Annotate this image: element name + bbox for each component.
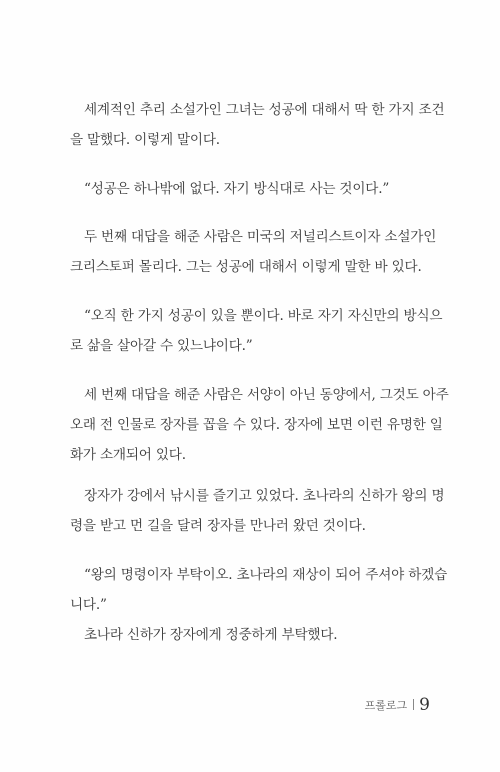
- paragraph-5: [70, 380, 449, 470]
- text-line: 초나라 신하가 장자에게 정중하게 부탁했다.: [84, 627, 338, 643]
- text-line: 오래 전 인물로 장자를 꼽을 수 있다. 장자에 보면 이런 유명한 일: [70, 417, 443, 433]
- paragraph-6: [70, 481, 446, 541]
- text-line: “왕의 명령이자 부탁이오. 초나라의 재상이 되어 주셔야 하겠습: [84, 567, 448, 583]
- text-line: 로 삶을 살아갈 수 있느냐이다.”: [70, 338, 253, 354]
- text-line: “성공은 하나밖에 없다. 자기 방식대로 사는 것이다.”: [84, 181, 390, 197]
- section-title: 프롤로그: [364, 699, 408, 712]
- text-line: 니다.”: [70, 597, 107, 613]
- text-line: 화가 소개되어 있다.: [70, 447, 186, 463]
- footer-divider: [413, 699, 414, 710]
- paragraph-7: [70, 560, 446, 650]
- paragraph-1: [70, 95, 446, 155]
- text-line: 세 번째 대답을 해준 사람은 서양이 아닌 동양에서, 그것도 아주: [84, 387, 449, 403]
- text-line: 을 말했다. 이렇게 말이다.: [70, 132, 220, 148]
- text-line: 세계적인 추리 소설가인 그녀는 성공에 대해서 딱 한 가지 조건: [84, 102, 445, 118]
- page-footer: [0, 695, 430, 715]
- text-line: “오직 한 가지 성공이 있을 뿐이다. 바로 자기 자신만의 방식으: [84, 308, 443, 324]
- text-line: 장자가 강에서 낚시를 즐기고 있었다. 초나라의 신하가 왕의 명: [84, 488, 445, 504]
- paragraph-3: [70, 222, 446, 282]
- text-line: 크리스토퍼 몰리다. 그는 성공에 대해서 이렇게 말한 바 있다.: [70, 259, 422, 275]
- text-line: 령을 받고 먼 길을 달려 장자를 만나러 왔던 것이다.: [70, 518, 366, 534]
- page-number: 9: [419, 695, 430, 715]
- text-line: 두 번째 대답을 해준 사람은 미국의 저널리스트이자 소설가인: [84, 229, 437, 245]
- paragraph-4: [70, 301, 446, 361]
- paragraph-2: [70, 174, 446, 204]
